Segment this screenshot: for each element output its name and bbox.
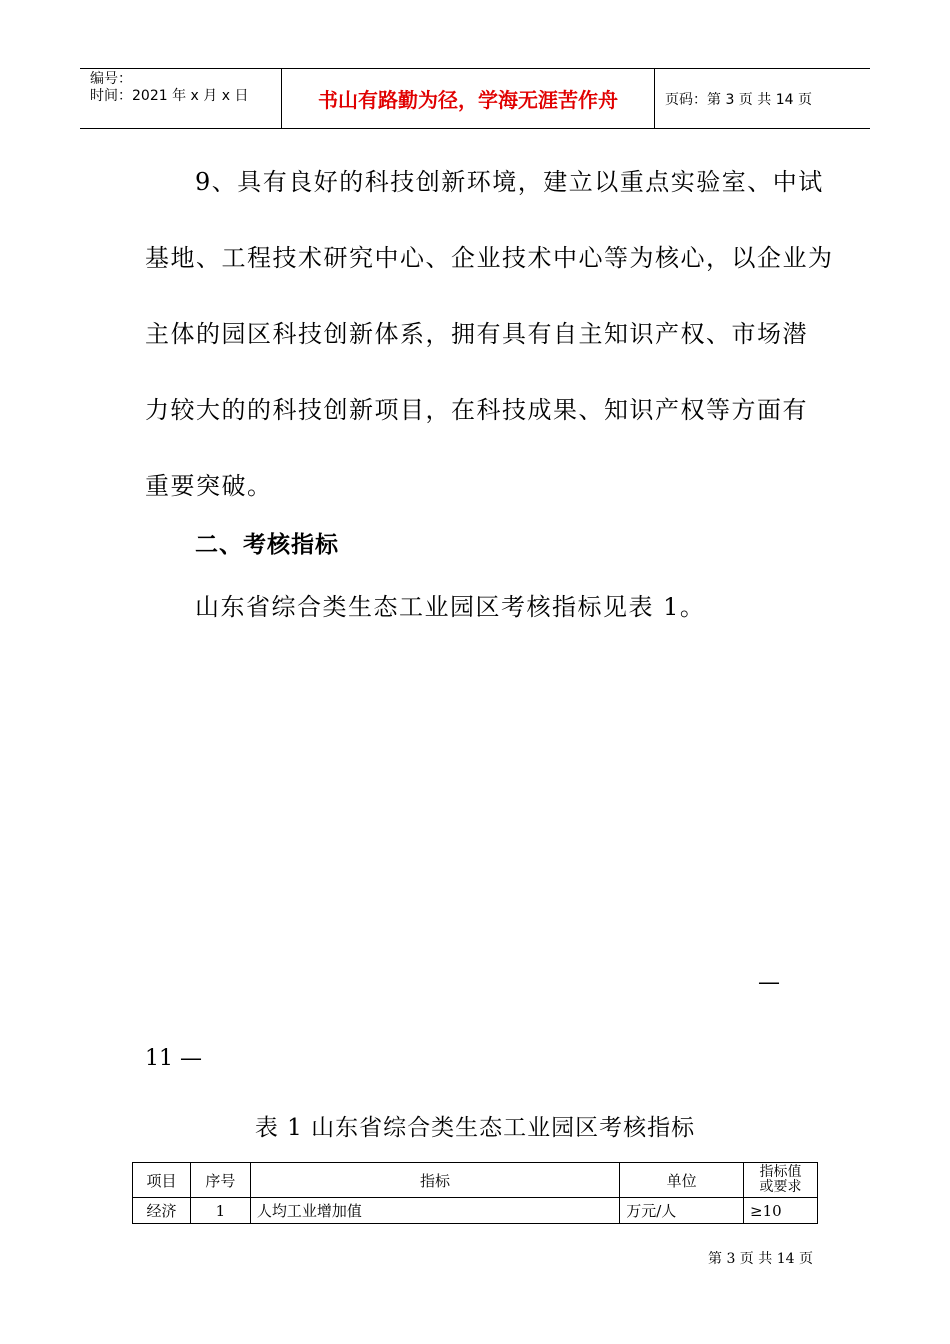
cell-indicator: 人均工业增加值 — [250, 1198, 619, 1224]
header-cell-value — [744, 1163, 818, 1198]
document-time: 时间：2021 年 x 月 x 日 — [90, 88, 249, 104]
intro-text: 山东省综合类生态工业园区考核指标见表 1。 — [195, 593, 706, 621]
page-footer: 第 3 页 共 14 页 — [708, 1251, 813, 1267]
paragraph-line: 重要突破。 — [145, 472, 273, 500]
page-dash: — — [758, 970, 780, 995]
header-cell-unit: 单位 — [620, 1163, 744, 1198]
table-row — [133, 1198, 818, 1224]
header-cell-indicator: 指标 — [250, 1163, 619, 1198]
cell-seq: 1 — [190, 1198, 250, 1224]
table-header-row — [133, 1163, 818, 1198]
header-value-line: 或要求 — [759, 1179, 802, 1195]
paragraph-line: 基地、工程技术研究中心、企业技术中心等为核心，以企业为 — [145, 244, 834, 272]
body-paragraph — [145, 144, 834, 524]
header-motto: 书山有路勤为径，学海无涯苦作舟 — [282, 69, 655, 128]
document-number-label: 编号： — [90, 71, 132, 87]
paragraph-line: 主体的园区科技创新体系，拥有具有自主知识产权、市场潜 — [145, 320, 808, 348]
paragraph-line: 力较大的的科技创新项目，在科技成果、知识产权等方面有 — [145, 396, 808, 424]
section-heading: 二、考核指标 — [195, 532, 339, 558]
cell-project: 经济 — [133, 1198, 191, 1224]
kpi-table — [132, 1162, 818, 1224]
header-page-info: 页码：第 3 页 共 14 页 — [665, 91, 812, 108]
paragraph-line: 9、具有良好的科技创新环境，建立以重点实验室、中试 — [195, 168, 824, 196]
header-cell-seq: 序号 — [190, 1163, 250, 1198]
cell-unit: 万元/人 — [620, 1198, 744, 1224]
header-value-line: 指标值 — [759, 1164, 802, 1180]
header-meta — [80, 69, 282, 128]
header-cell-project: 项目 — [133, 1163, 191, 1198]
table-caption: 表 1 山东省综合类生态工业园区考核指标 — [254, 1115, 696, 1141]
page-header — [80, 68, 870, 129]
page-mark: 11 — — [145, 1046, 202, 1071]
cell-value: ≥10 — [744, 1198, 818, 1224]
